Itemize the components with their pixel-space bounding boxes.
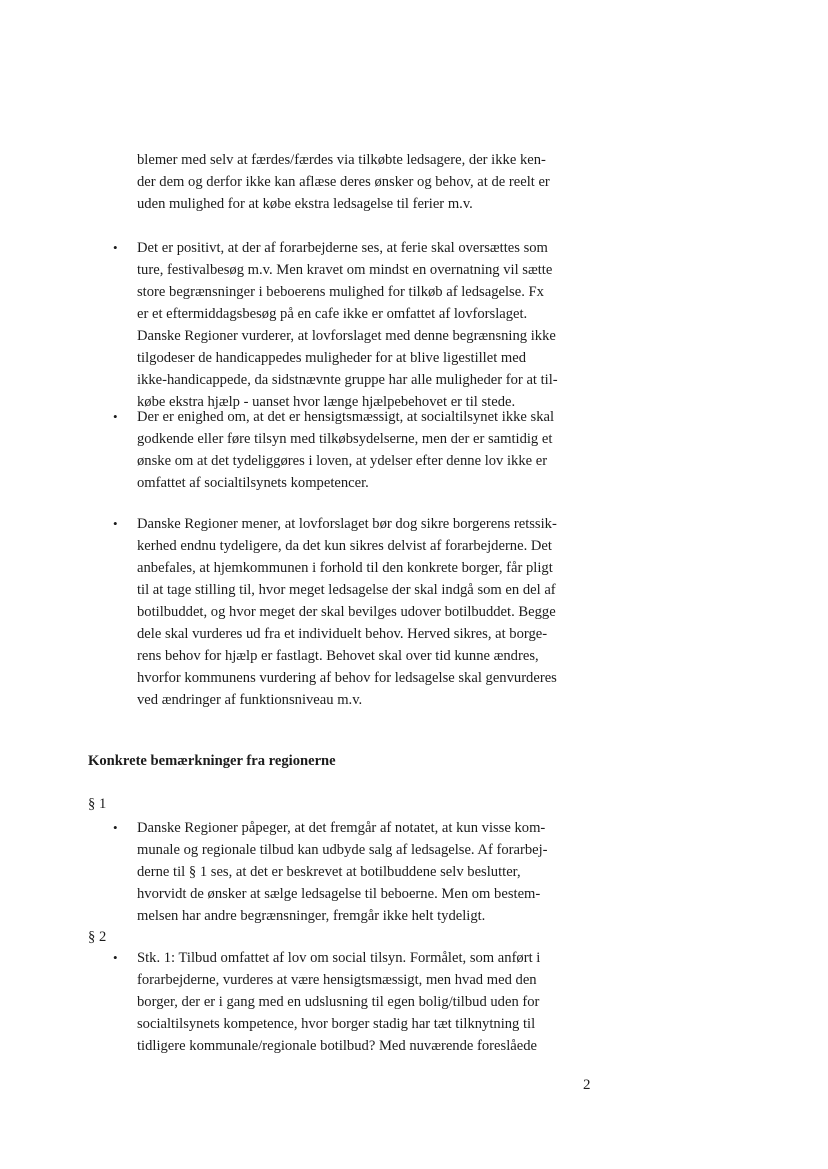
text-line: munale og regionale tilbud kan udbyde salg af ledsagelse. Af forarbej-: [137, 842, 548, 858]
text-line: kerhed endnu tydeligere, da det kun sikres delvist af forarbejderne. Det: [137, 538, 552, 554]
text-line: er et eftermiddagsbesøg på en cafe ikke er omfattet af lovforslaget.: [137, 306, 528, 322]
text-line: store begrænsninger i beboerens mulighed for tilkøb af ledsagelse. Fx: [137, 284, 544, 300]
text-line: Danske Regioner påpeger, at det fremgår af notatet, at kun visse kom-: [137, 820, 546, 836]
text-line: blemer med selv at færdes/færdes via tilkøbte ledsagere, der ikke ken-: [137, 152, 546, 168]
text-line: botilbuddet, og hvor meget der skal bevilges udover botilbuddet. Begge: [137, 604, 556, 620]
text-line: tidligere kommunale/regionale botilbud? Med nuværende foreslåede: [137, 1038, 537, 1054]
text-line: tilgodeser de handicappedes muligheder for at blive ligestillet med: [137, 350, 527, 366]
text-line: rens behov for hjælp er fastlagt. Behovet skal over tid kunne ændres,: [137, 648, 539, 664]
text-line: uden mulighed for at købe ekstra ledsagelse til ferier m.v.: [137, 196, 473, 212]
text-line: socialtilsynets kompetence, hvor borger stadig har tæt tilknytning til: [137, 1016, 536, 1032]
text-line: forarbejderne, vurderes at være hensigtsmæssigt, men hvad med den: [137, 972, 537, 988]
text-line: derne til § 1 ses, at det er beskrevet at botilbuddene selv beslutter,: [137, 864, 521, 880]
text-line: Der er enighed om, at det er hensigtsmæssigt, at socialtilsynet ikke skal: [137, 409, 555, 425]
page-number: 2: [583, 1077, 591, 1093]
section-heading: Konkrete bemærkninger fra regionerne: [88, 753, 336, 769]
text-line: ved ændringer af funktionsniveau m.v.: [137, 692, 363, 708]
bullet-icon: •: [113, 516, 118, 531]
bullet-icon: •: [113, 409, 118, 424]
text-line: borger, der er i gang med en udslusning til egen bolig/tilbud uden for: [137, 994, 540, 1010]
text-line: der dem og derfor ikke kan aflæse deres ønsker og behov, at de reelt er: [137, 174, 550, 190]
text-line: Danske Regioner mener, at lovforslaget bør dog sikre borgerens retssik-: [137, 516, 557, 532]
text-line: anbefales, at hjemkommunen i forhold til den konkrete borger, får pligt: [137, 560, 553, 576]
text-line: Det er positivt, at der af forarbejderne ses, at ferie skal oversættes som: [137, 240, 548, 256]
text-line: købe ekstra hjælp - uanset hvor længe hjælpebehovet er til stede.: [137, 394, 516, 410]
text-line: hvorfor kommunens vurdering af behov for ledsagelse skal genvurderes: [137, 670, 557, 686]
text-line: ture, festivalbesøg m.v. Men kravet om mindst en overnatning vil sætte: [137, 262, 553, 278]
text-line: melsen har andre begrænsninger, fremgår ikke helt tydeligt.: [137, 908, 486, 924]
section-label: § 2: [88, 929, 107, 945]
text-line: ønske om at det tydeliggøres i loven, at ydelser efter denne lov ikke er: [137, 453, 548, 469]
text-line: hvorvidt de ønsker at sælge ledsagelse til beboerne. Men om bestem-: [137, 886, 541, 902]
bullet-icon: •: [113, 820, 118, 835]
text-line: dele skal vurderes ud fra et individuelt behov. Herved sikres, at borge-: [137, 626, 548, 642]
text-line: Danske Regioner vurderer, at lovforslaget med denne begrænsning ikke: [137, 328, 556, 344]
text-line: omfattet af socialtilsynets kompetencer.: [137, 475, 369, 491]
bullet-icon: •: [113, 950, 118, 965]
text-line: Stk. 1: Tilbud omfattet af lov om social tilsyn. Formålet, som anført i: [137, 950, 541, 966]
text-line: til at tage stilling til, hvor meget ledsagelse der skal indgå som en del af: [137, 582, 556, 598]
bullet-icon: •: [113, 240, 118, 255]
text-line: ikke-handicappede, da sidstnævnte gruppe har alle muligheder for at til-: [137, 372, 558, 388]
section-label: § 1: [88, 796, 107, 812]
text-line: godkende eller føre tilsyn med tilkøbsydelserne, men der er samtidig et: [137, 431, 553, 447]
